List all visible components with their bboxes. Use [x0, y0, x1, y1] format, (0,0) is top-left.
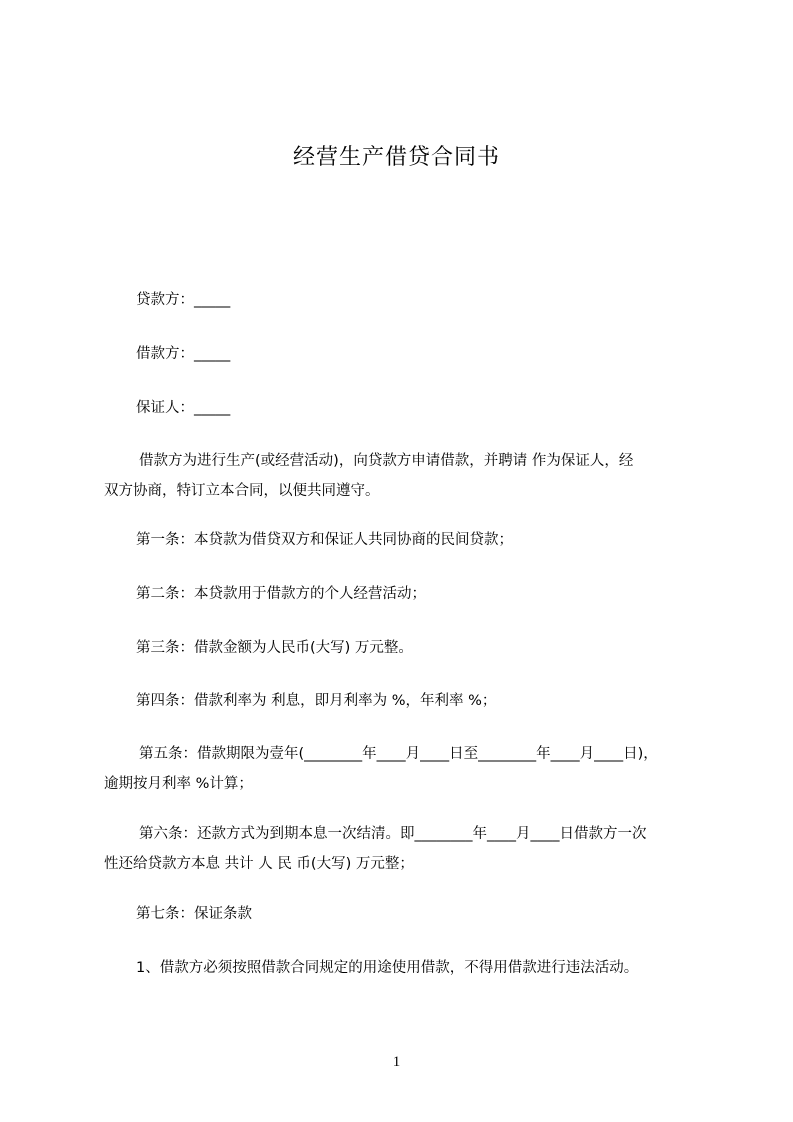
- document-title: 经营生产借贷合同书: [292, 145, 500, 170]
- page-number: 1: [392, 1054, 401, 1070]
- article-4: 第四条：借款利率为 利息，即月利率为 %，年利率 %；: [136, 693, 497, 709]
- party-lender: 贷款方：_____: [136, 292, 231, 308]
- article-6-line-2: 性还给贷款方本息 共计 人 民 币(大写) 万元整；: [104, 856, 414, 872]
- article-6-line-1: 第六条：还款方式为到期本息一次结清。即________年____月____日借款方一次: [139, 826, 647, 842]
- article-7-item-1: 1、借款方必须按照借款合同规定的用途使用借款，不得用借款进行违法活动。: [136, 960, 639, 976]
- preamble-line-2: 双方协商，特订立本合同，以便共同遵守。: [104, 483, 380, 499]
- article-7: 第七条：保证条款: [136, 906, 252, 922]
- party-guarantor: 保证人：_____: [136, 400, 231, 416]
- article-3: 第三条：借款金额为人民币(大写) 万元整。: [136, 640, 413, 656]
- preamble-line-1: 借款方为进行生产(或经营活动)，向贷款方申请借款，并聘请 作为保证人，经: [139, 453, 634, 469]
- article-5-line-2: 逾期按月利率 %计算；: [104, 776, 253, 792]
- party-borrower: 借款方：_____: [136, 346, 231, 362]
- article-5-line-1: 第五条：借款期限为壹年(________年____月____日至________年____月____日)，: [139, 746, 658, 762]
- article-1: 第一条：本贷款为借贷双方和保证人共同协商的民间贷款；: [136, 532, 513, 548]
- article-2: 第二条：本贷款用于借款方的个人经营活动；: [136, 586, 426, 602]
